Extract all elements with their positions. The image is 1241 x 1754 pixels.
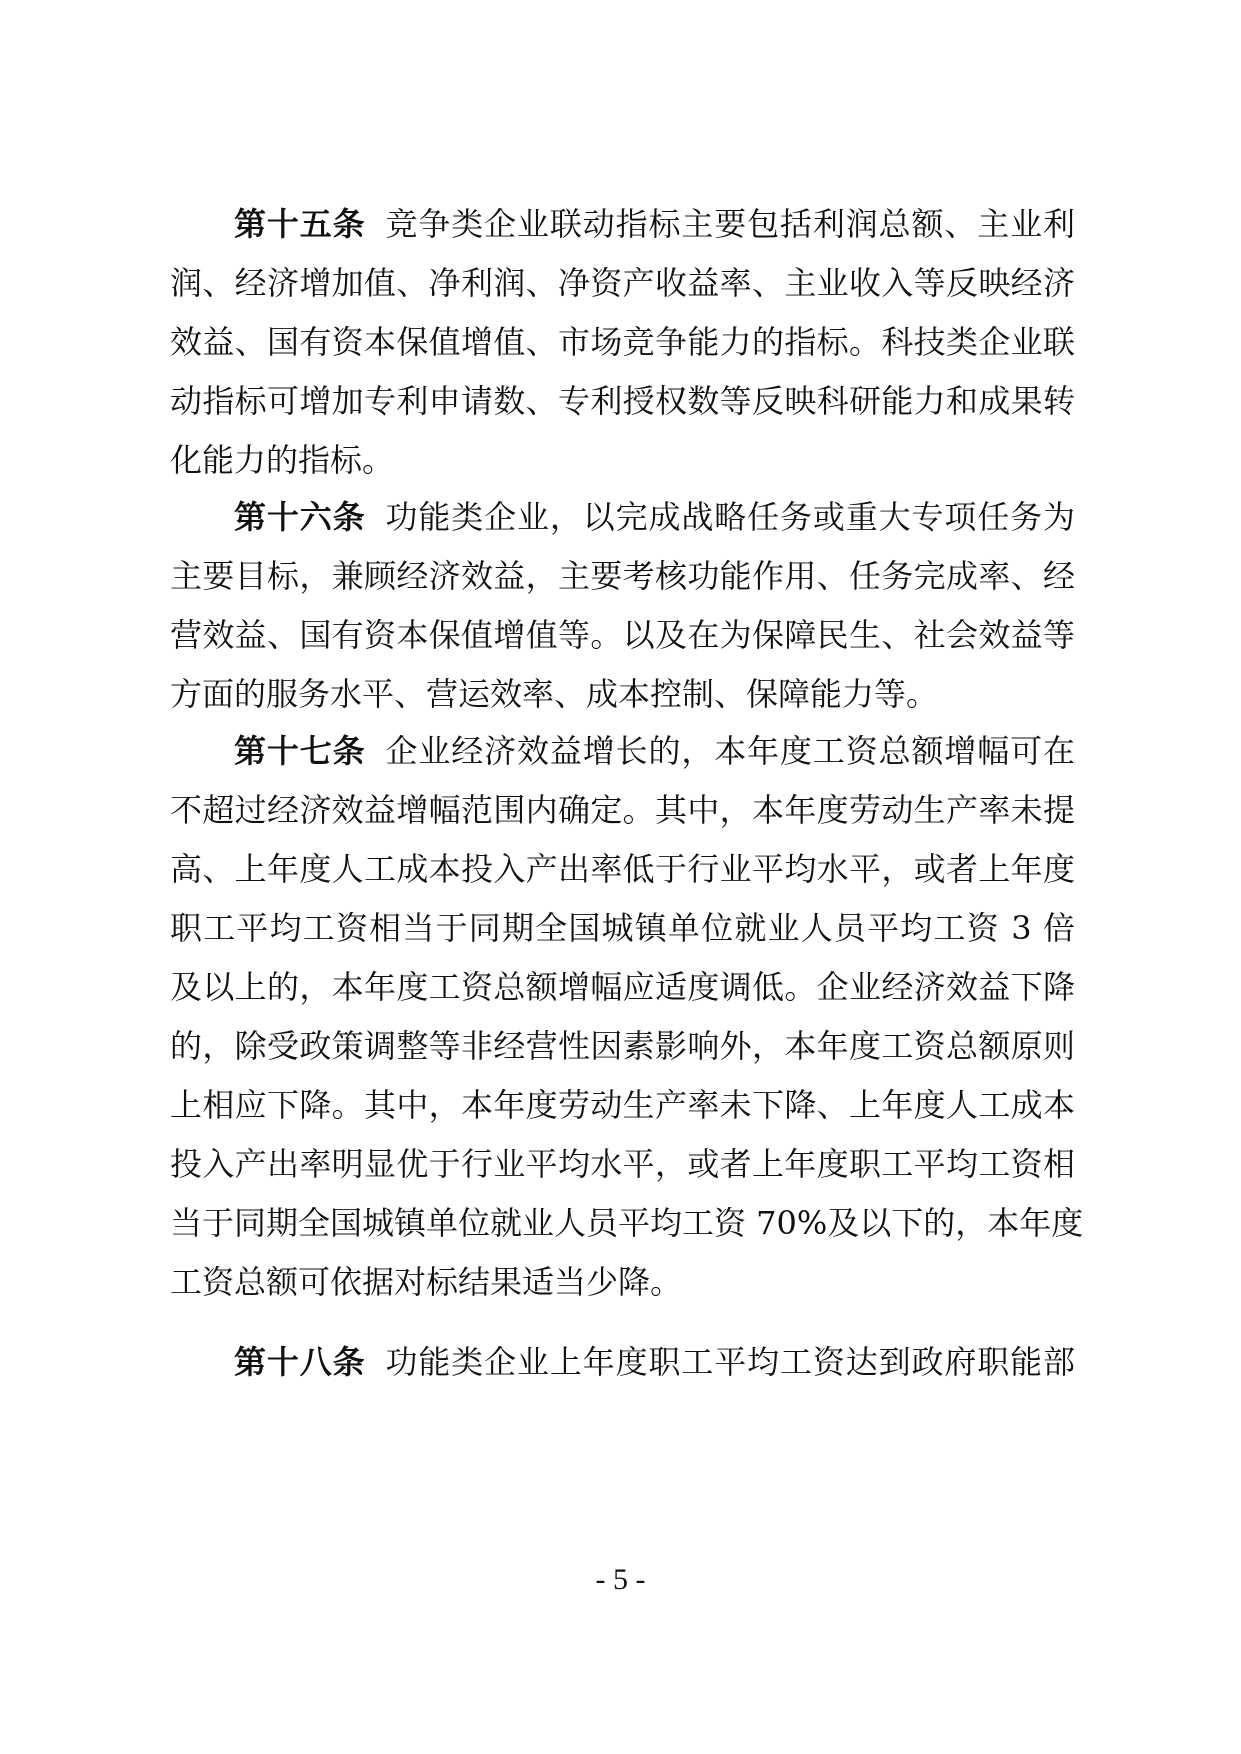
article-heading: 第十七条 xyxy=(234,732,366,770)
article-line: 润、经济增加值、净利润、净资产收益率、主业收入等反映经济 xyxy=(170,264,1075,302)
article-text: 企业经济效益增长的，本年度工资总额增幅可在 xyxy=(385,732,1075,770)
article-line: 当于同期全国城镇单位就业人员平均工资 70%及以下的，本年度 xyxy=(170,1204,1084,1242)
article-line: 工资总额可依据对标结果适当少降。 xyxy=(170,1263,683,1301)
article-line: 效益、国有资本保值增值、市场竞争能力的指标。科技类企业联 xyxy=(170,323,1075,361)
article-heading: 第十五条 xyxy=(234,205,366,243)
article-text: 功能类企业，以完成战略任务或重大专项任务为 xyxy=(385,498,1075,536)
article-line: 方面的服务水平、营运效率、成本控制、保障能力等。 xyxy=(170,675,939,713)
page-number: - 5 - xyxy=(595,1563,646,1596)
article-heading: 第十六条 xyxy=(234,498,366,536)
article-line: 及以上的，本年度工资总额增幅应适度调低。企业经济效益下降 xyxy=(170,968,1075,1006)
article-line: 投入产出率明显优于行业平均水平，或者上年度职工平均工资相 xyxy=(170,1145,1075,1183)
article-line: 主要目标，兼顾经济效益，主要考核功能作用、任务完成率、经 xyxy=(170,557,1075,595)
article-line: 高、上年度人工成本投入产出率低于行业平均水平，或者上年度 xyxy=(170,850,1075,888)
article-text: 竞争类企业联动指标主要包括利润总额、主业利 xyxy=(385,205,1075,243)
article-first-line xyxy=(170,721,1075,781)
article-first-line xyxy=(170,194,1075,254)
article-line: 动指标可增加专利申请数、专利授权数等反映科研能力和成果转 xyxy=(170,382,1075,420)
article-line: 不超过经济效益增幅范围内确定。其中，本年度劳动生产率未提 xyxy=(170,791,1075,829)
article-first-line xyxy=(170,1332,1075,1392)
article-line: 职工平均工资相当于同期全国城镇单位就业人员平均工资 3 倍 xyxy=(170,909,1075,947)
article-line: 营效益、国有资本保值增值等。以及在为保障民生、社会效益等 xyxy=(170,616,1075,654)
article-line: 的，除受政策调整等非经营性因素影响外，本年度工资总额原则 xyxy=(170,1027,1075,1065)
article-heading: 第十八条 xyxy=(234,1343,366,1381)
article-line: 上相应下降。其中，本年度劳动生产率未下降、上年度人工成本 xyxy=(170,1086,1075,1124)
article-text: 功能类企业上年度职工平均工资达到政府职能部 xyxy=(385,1343,1075,1381)
article-first-line xyxy=(170,487,1075,547)
article-line: 化能力的指标。 xyxy=(170,441,395,479)
